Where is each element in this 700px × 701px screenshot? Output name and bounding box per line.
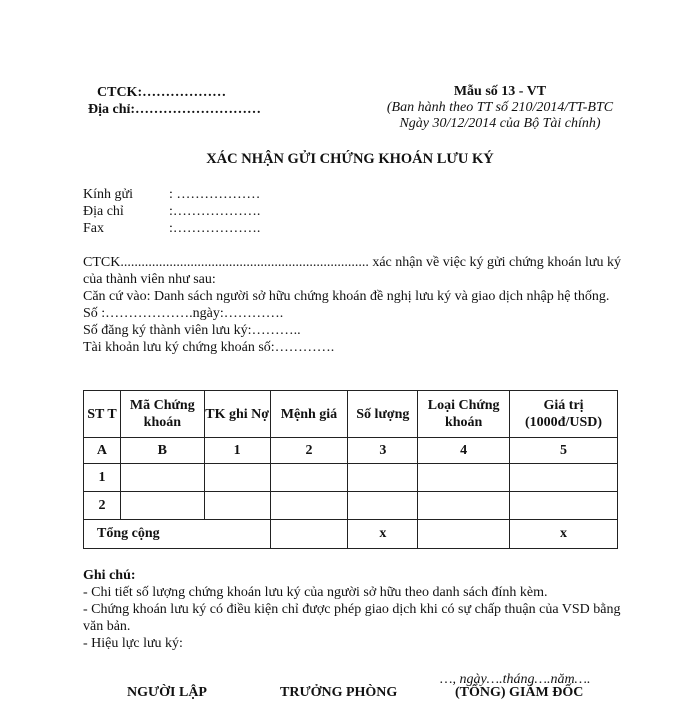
- table-cell: [204, 492, 270, 520]
- table-total-row: [84, 520, 618, 549]
- recipient-row-fax: [83, 220, 260, 237]
- table-cell: [270, 464, 348, 492]
- total-value: x: [510, 520, 618, 549]
- table-cell: 1: [204, 438, 270, 464]
- table-cell: [418, 464, 510, 492]
- recipient-label: Kính gửi: [83, 187, 133, 202]
- body-line-basis: Căn cứ vào: Danh sách người sở hữu chứng khoán đề nghị lưu ký và giao dịch nhập hệ thống.: [83, 289, 610, 304]
- table-cell: [418, 520, 510, 549]
- signer-preparer: NGƯỜI LẬP: [127, 685, 207, 700]
- body-line-confirm: CTCK....................................................................... xác nhận về việc ký gửi chứng khoán lưu ký của thành viên như sau:: [83, 255, 621, 287]
- table-cell: [510, 464, 618, 492]
- table-cell: 4: [418, 438, 510, 464]
- body-text: [83, 254, 623, 356]
- table-cell: [204, 464, 270, 492]
- recipient-row-to: [83, 186, 260, 203]
- issued-by: (Ban hành theo TT số 210/2014/TT-BTC: [386, 100, 614, 115]
- ctck-label: CTCK:………………: [97, 85, 227, 100]
- recipient-value: :……………….: [169, 221, 261, 236]
- table-cell: [418, 492, 510, 520]
- col-header-code: Mã Chứng khoán: [120, 391, 204, 438]
- address-label: Địa chỉ:………………………: [88, 102, 262, 117]
- col-header-value: Giá trị (1000đ/USD): [510, 391, 618, 438]
- total-label: Tổng cộng: [84, 520, 271, 549]
- form-number: Mẫu số 13 - VT: [453, 84, 547, 99]
- table-cell: 5: [510, 438, 618, 464]
- table-cell: 2: [270, 438, 348, 464]
- signer-director: (TỔNG) GIÁM ĐỐC: [455, 685, 584, 700]
- date-line: …, ngày….tháng….năm….: [440, 672, 591, 687]
- table-cell: [270, 520, 348, 549]
- total-quantity: x: [348, 520, 418, 549]
- table-cell: 3: [348, 438, 418, 464]
- col-header-quantity: Số lượng: [348, 391, 418, 438]
- table-cell: [348, 492, 418, 520]
- notes-block: [83, 567, 623, 652]
- table-row: [84, 464, 618, 492]
- col-header-par-value: Mệnh giá: [270, 391, 348, 438]
- recipient-label: Fax: [83, 221, 104, 236]
- note-line: - Chứng khoán lưu ký có điều kiện chỉ được phép giao dịch khi có sự chấp thuận của VSD bằng văn bản.: [83, 602, 621, 634]
- note-line: - Chi tiết số lượng chứng khoán lưu ký của người sở hữu theo danh sách đính kèm.: [83, 585, 548, 600]
- notes-heading: Ghi chú:: [83, 568, 136, 583]
- col-header-stt: ST T: [84, 391, 121, 438]
- signer-head-of-dept: TRƯỞNG PHÒNG: [280, 685, 398, 700]
- document-title: XÁC NHẬN GỬI CHỨNG KHOÁN LƯU KÝ: [206, 151, 494, 167]
- recipient-value: :……………….: [169, 204, 261, 219]
- table-header-row: [84, 391, 618, 438]
- table-cell: [270, 492, 348, 520]
- recipient-block: [83, 186, 260, 237]
- note-line: - Hiệu lực lưu ký:: [83, 636, 183, 651]
- recipient-row-address: [83, 203, 260, 220]
- table-cell: [510, 492, 618, 520]
- body-line-account: Tài khoản lưu ký chứng khoán số:………….: [83, 340, 335, 355]
- recipient-label: Địa chỉ: [83, 204, 124, 219]
- table-cell: [120, 492, 204, 520]
- table-cell: [120, 464, 204, 492]
- col-header-type: Loại Chứng khoán: [418, 391, 510, 438]
- table-code-row: [84, 438, 618, 464]
- table-cell: B: [120, 438, 204, 464]
- table-row: [84, 492, 618, 520]
- table-cell: [348, 464, 418, 492]
- form-header: [360, 84, 640, 132]
- company-header: [88, 84, 261, 118]
- col-header-debit-account: TK ghi Nợ: [204, 391, 270, 438]
- recipient-value: : ………………: [169, 187, 261, 202]
- body-line-member-reg: Số đăng ký thành viên lưu ký:………..: [83, 323, 301, 338]
- table-cell: 1: [84, 464, 121, 492]
- body-line-number: Số :……………….ngày:………….: [83, 306, 284, 321]
- table-cell: A: [84, 438, 121, 464]
- issued-date: Ngày 30/12/2014 của Bộ Tài chính): [399, 116, 601, 131]
- table-cell: 2: [84, 492, 121, 520]
- securities-table: [83, 390, 618, 549]
